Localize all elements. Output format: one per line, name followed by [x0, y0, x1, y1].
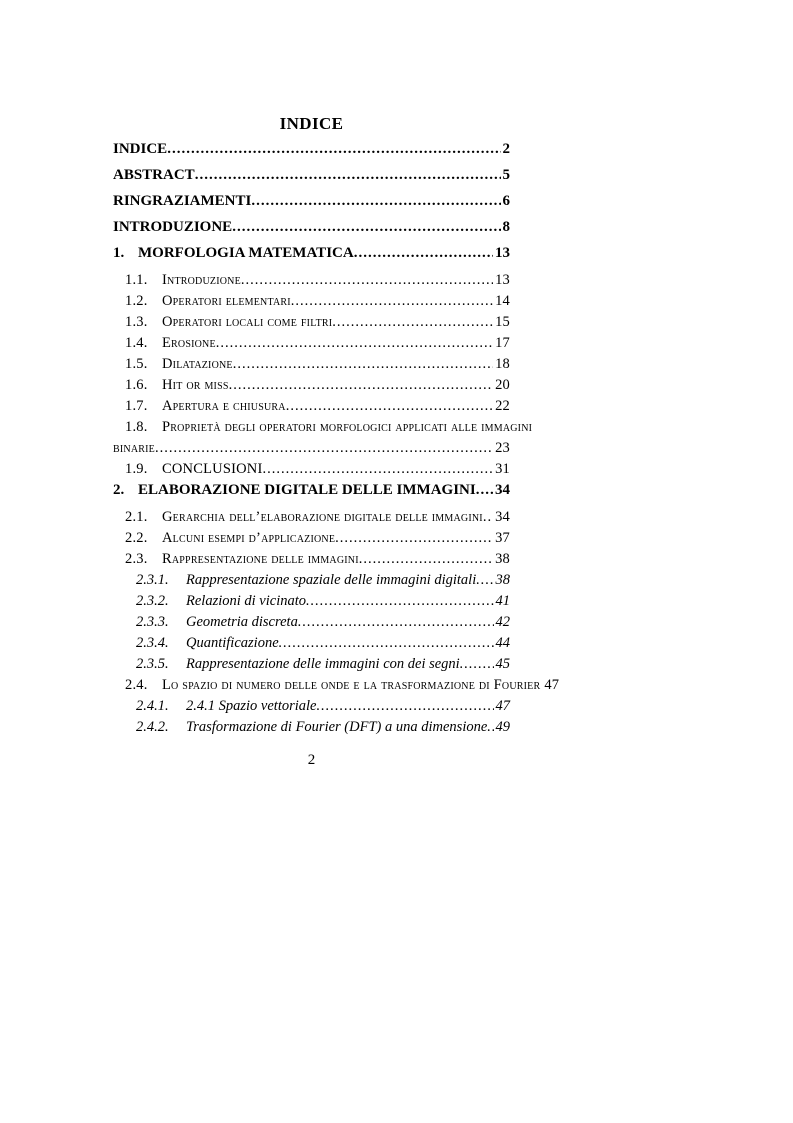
- toc-entry-text: Geometria discreta: [186, 614, 298, 630]
- toc-entry-page: 44: [495, 635, 510, 651]
- toc-entry-text: RINGRAZIAMENTI: [113, 193, 252, 209]
- toc-entry-number: 1.: [113, 245, 125, 261]
- toc-entry-text: Rappresentazione delle immagini con dei segni: [186, 656, 460, 672]
- toc-entry-number: 2.4.: [125, 677, 148, 693]
- toc-entry: [113, 482, 510, 498]
- toc-entry: [113, 677, 560, 693]
- toc-entry-text: Proprietà degli operatori morfologici applicati alle immagini: [162, 419, 533, 435]
- toc-entry-page: 42: [495, 614, 510, 630]
- toc-entry-page: 5: [502, 167, 510, 183]
- dot-leader: [251, 193, 500, 209]
- dot-leader: [298, 614, 494, 630]
- toc-entry: [113, 461, 510, 477]
- dot-leader: [460, 656, 494, 672]
- toc-entry-number: 1.1.: [125, 272, 148, 288]
- toc-entry-text: MORFOLOGIA MATEMATICA: [138, 245, 354, 261]
- toc-entry-page: 47: [495, 698, 510, 714]
- toc-entry-page: 15: [495, 314, 510, 330]
- dot-leader: [155, 440, 493, 456]
- toc-entry: [113, 193, 510, 209]
- toc-entry-number: 2.4.2.: [136, 719, 169, 735]
- dot-leader: [229, 377, 493, 393]
- toc-entry: [113, 698, 510, 714]
- toc-entry: [113, 272, 510, 288]
- toc-entry-number: 1.9.: [125, 461, 148, 477]
- toc-entry-text: Gerarchia dell’elaborazione digitale delle immagini: [162, 509, 483, 525]
- dot-leader: [483, 509, 493, 525]
- toc-entry-number: 2.: [113, 482, 125, 498]
- dot-leader: [359, 551, 493, 567]
- toc-entry: [113, 356, 510, 372]
- toc-entry-page: 38: [495, 572, 510, 588]
- toc-entry-text: Relazioni di vicinato: [186, 593, 307, 609]
- toc-entry: [113, 377, 510, 393]
- toc-entry-page: 34: [495, 482, 510, 498]
- toc-entry-text: Operatori locali come filtri: [162, 314, 333, 330]
- dot-leader: [286, 398, 493, 414]
- toc-entry-number: 1.5.: [125, 356, 148, 372]
- toc-entry-text: ABSTRACT: [113, 167, 195, 183]
- toc-entry-page: 14: [495, 293, 510, 309]
- toc-entry: [113, 656, 510, 672]
- toc-entry: [113, 293, 510, 309]
- toc-entry-number: 2.3.4.: [136, 635, 169, 651]
- dot-leader: [332, 314, 493, 330]
- toc-entry: [113, 219, 510, 235]
- toc-entry-number: 1.2.: [125, 293, 148, 309]
- toc-entry: [113, 551, 510, 567]
- toc-entry-text: Apertura e chiusura: [162, 398, 286, 414]
- dot-leader: [262, 461, 493, 477]
- toc-entry: [113, 593, 510, 609]
- toc-entry-number: 1.7.: [125, 398, 148, 414]
- footer-page-number: 2: [307, 752, 316, 768]
- toc-entry-text: Rappresentazione delle immagini: [162, 551, 359, 567]
- toc-entry-page: 13: [495, 272, 510, 288]
- toc-entry: [113, 245, 510, 261]
- toc-entry-page: 45: [495, 656, 510, 672]
- toc-entry: [113, 335, 510, 351]
- toc-entry-page: 49: [495, 719, 510, 735]
- toc-entry-number: 1.8.: [125, 419, 148, 435]
- toc-list: [113, 141, 560, 740]
- toc-entry-page: 41: [495, 593, 510, 609]
- toc-entry-number: 1.6.: [125, 377, 148, 393]
- toc-entry: [113, 419, 533, 435]
- toc-entry-page: 37: [495, 530, 510, 546]
- toc-entry-page: 17: [495, 335, 510, 351]
- toc-entry-text: Hit or miss: [162, 377, 229, 393]
- toc-entry-text: 2.4.1 Spazio vettoriale: [186, 698, 317, 714]
- toc-entry: [113, 509, 510, 525]
- dot-leader: [291, 293, 493, 309]
- toc-entry: [113, 398, 510, 414]
- toc-entry-page: 18: [495, 356, 510, 372]
- toc-entry: [113, 635, 510, 651]
- dot-leader: [354, 245, 493, 261]
- toc-entry: [113, 440, 510, 456]
- dot-leader: [476, 572, 493, 588]
- toc-entry-text: INTRODUZIONE: [113, 219, 233, 235]
- toc-entry-text: Quantificazione: [186, 635, 279, 651]
- dot-leader: [216, 335, 493, 351]
- toc-entry-page: 13: [495, 245, 510, 261]
- toc-entry-text: Dilatazione: [162, 356, 233, 372]
- toc-entry-number: 2.3.2.: [136, 593, 169, 609]
- dot-leader: [279, 635, 494, 651]
- dot-leader: [476, 482, 493, 498]
- toc-entry-text: Erosione: [162, 335, 216, 351]
- toc-entry-page: 23: [495, 440, 510, 456]
- toc-entry-text: Trasformazione di Fourier (DFT) a una dimensione: [186, 719, 488, 735]
- dot-leader: [232, 219, 500, 235]
- dot-leader: [335, 530, 493, 546]
- toc-entry-number: 2.3.5.: [136, 656, 169, 672]
- toc-entry-page: 47: [544, 677, 560, 693]
- toc-entry: [113, 314, 510, 330]
- toc-entry-text: binarie: [113, 440, 155, 456]
- dot-leader: [167, 141, 500, 157]
- toc-entry-text: Operatori elementari: [162, 293, 291, 309]
- toc-entry-text: Rappresentazione spaziale delle immagini digitali: [186, 572, 477, 588]
- toc-entry-page: 6: [502, 193, 510, 209]
- toc-entry: [113, 614, 510, 630]
- toc-entry-text: INDICE: [113, 141, 168, 157]
- dot-leader: [233, 356, 493, 372]
- toc-entry-page: 22: [495, 398, 510, 414]
- toc-entry: [113, 530, 510, 546]
- dot-leader: [241, 272, 493, 288]
- dot-leader: [195, 167, 501, 183]
- toc-entry: [113, 141, 510, 157]
- toc-entry-text: Alcuni esempi d’applicazione: [162, 530, 336, 546]
- dot-leader: [306, 593, 493, 609]
- toc-entry-page: 2: [502, 141, 510, 157]
- toc-entry-number: 2.3.1.: [136, 572, 169, 588]
- toc-entry-page: 38: [495, 551, 510, 567]
- toc-entry-text: ELABORAZIONE DIGITALE DELLE IMMAGINI: [138, 482, 476, 498]
- dot-leader: [317, 698, 494, 714]
- toc-entry-number: 2.3.: [125, 551, 148, 567]
- toc-entry-page: 34: [495, 509, 510, 525]
- toc-entry: [113, 719, 510, 735]
- page-title: INDICE: [279, 114, 344, 133]
- toc-entry-text: Lo spazio di numero delle onde e la trasformazione di Fourier: [162, 677, 541, 693]
- toc-entry-number: 2.4.1.: [136, 698, 169, 714]
- toc-entry-text: CONCLUSIONI: [162, 461, 263, 477]
- toc-entry-number: 2.2.: [125, 530, 148, 546]
- toc-entry-page: 31: [495, 461, 510, 477]
- toc-entry-number: 1.3.: [125, 314, 148, 330]
- toc-entry-number: 2.3.3.: [136, 614, 169, 630]
- toc-entry: [113, 167, 510, 183]
- toc-entry: [113, 572, 510, 588]
- toc-entry-page: 20: [495, 377, 510, 393]
- toc-entry-page: 8: [502, 219, 510, 235]
- toc-entry-text: Introduzione: [162, 272, 241, 288]
- toc-entry-number: 2.1.: [125, 509, 148, 525]
- toc-entry-number: 1.4.: [125, 335, 148, 351]
